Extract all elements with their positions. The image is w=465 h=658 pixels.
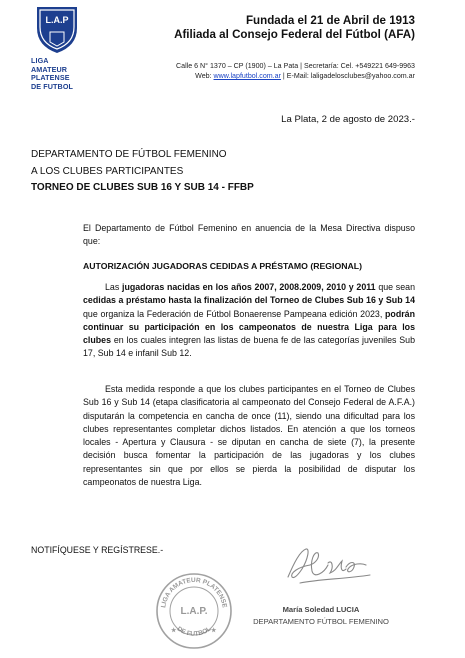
- p2-bold-2: cedidas a préstamo hasta la finalización del Torneo de Clubes Sub 16 y Sub 14: [83, 295, 415, 306]
- recipient-block: [31, 147, 254, 197]
- p2-bold-3: podrán continuar su participación en los campeonatos de nuestra Liga para los clubes: [83, 308, 415, 346]
- paragraph-rationale: [83, 383, 415, 489]
- email-text: | E-Mail: laligadelosclubes@yahoo.com.ar: [280, 72, 415, 81]
- header-web-email: [176, 71, 415, 81]
- recipient-line-2: A LOS CLUBES PARTICIPANTES: [31, 165, 184, 177]
- p2-text-3: que organiza la Federación de Fútbol Bonaerense Pampeana edición 2023,: [83, 308, 386, 319]
- svg-text:LIGA AMATEUR PLATENSE: LIGA AMATEUR PLATENSE: [160, 576, 228, 609]
- recipient-line-1: DEPARTAMENTO DE FÚTBOL FEMENINO: [31, 149, 227, 160]
- logo-wordmark: [31, 57, 73, 91]
- p2-text-2: que sean: [375, 282, 415, 292]
- p2-bold-1: jugadoras nacidas en los años 2007, 2008.2009, 2010 y 2011: [121, 282, 376, 292]
- logo-line: PLATENSE: [31, 73, 70, 83]
- logo-line: DE FUTBOL: [31, 81, 74, 91]
- handwritten-signature: [280, 543, 380, 588]
- p2-text-1: Las: [105, 282, 122, 292]
- header-address: Calle 6 N° 1370 – CP (1900) – La Pata | Secretaría: Cel. +549221 649-9963: [176, 62, 415, 70]
- section-heading: AUTORIZACIÓN JUGADORAS CEDIDAS A PRÉSTAMO (REGIONAL): [83, 261, 362, 271]
- web-link[interactable]: www.lapfutbol.com.ar: [213, 72, 281, 81]
- club-seal-stamp: [155, 572, 233, 650]
- p2-text-4: en los cuales integren las listas de buena fe de las categorías juveniles Sub 17, Sub 14 e infanil Sub 12.: [83, 335, 415, 359]
- intro-paragraph: [83, 222, 415, 249]
- logo-line: AMATEUR: [31, 64, 68, 74]
- logo-line: LIGA: [31, 56, 49, 65]
- header-founded: Fundada el 21 de Abril de 1913: [245, 14, 415, 27]
- signer-role: DEPARTAMENTO FÚTBOL FEMENINO: [253, 617, 389, 626]
- signer-name: María Soledad LUCIA: [282, 605, 360, 614]
- closing-notice: NOTIFÍQUESE Y REGÍSTRESE.-: [31, 545, 164, 555]
- svg-text:★: ★: [211, 628, 217, 634]
- letter-date: La Plata, 2 de agosto de 2023.-: [281, 114, 415, 125]
- lap-shield-logo: [36, 6, 78, 54]
- recipient-line-3: TORNEO DE CLUBES SUB 16 Y SUB 14 - FFBP: [31, 182, 254, 194]
- signer-block: [237, 604, 405, 628]
- svg-text:DE FUTBOL: DE FUTBOL: [175, 625, 213, 638]
- intro-text: El Departamento de Fútbol Femenino en anuencia de la Mesa Directiva dispuso que:: [83, 223, 415, 247]
- svg-text:L.A.P.: L.A.P.: [180, 606, 208, 617]
- p3-text: Esta medida responde a que los clubes participantes en el Torneo de Clubes Sub 16 y Sub 14 (etapa clasificatoria al campeonato del Consejo Federal de A.F.A.) disputarán la competencia en cancha de once (11), siendo una dificultad para los clubes representantes completar dichos listados. En atención a que los torneos locales - Apertura y Clausura - se diputan en cancha de siete (7), la presente decisión busca fomentar la participación de las jugadoras y los clubes representantes sin que por ellos se pierda la posibilidad de disputar los campeonatos de nuestra Liga.: [83, 384, 415, 488]
- header-title: [174, 14, 415, 42]
- svg-text:★: ★: [171, 628, 177, 634]
- header-contact: [176, 61, 415, 81]
- logo-badge-text: L.A.P: [45, 15, 69, 25]
- paragraph-authorization: [83, 281, 415, 361]
- web-label: Web:: [195, 72, 214, 81]
- header-affiliation: Afiliada al Consejo Federal del Fútbol (AFA): [174, 28, 415, 41]
